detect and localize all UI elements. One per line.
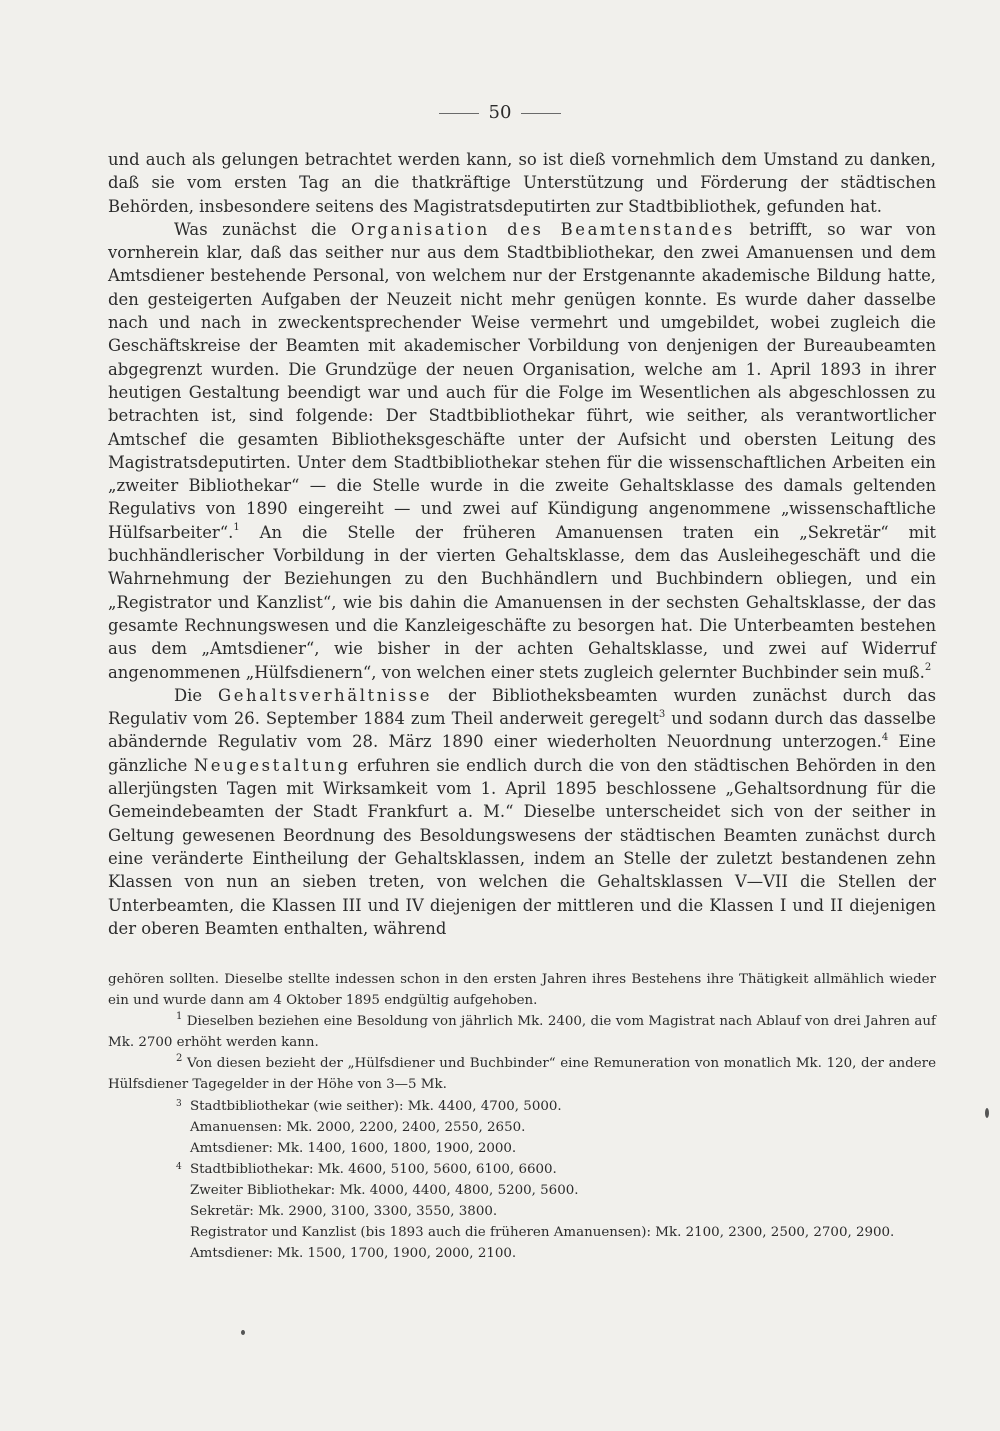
emphasis-spaced: Neugestaltung <box>193 755 351 775</box>
footnote-text: Dieselben beziehen eine Besoldung von jährlich Mk. 2400, die vom Magistrat nach Ablauf von drei Jahren auf Mk. 2700 erhöht werden kann. <box>108 1014 936 1051</box>
footnote-ref: 4 <box>881 731 889 743</box>
emphasis-spaced: Organisation des Beamtenstandes <box>350 219 735 239</box>
footnote-line: Amanuensen: Mk. 2000, 2200, 2400, 2550, 2650. <box>190 1119 526 1135</box>
footnote-2 <box>108 1053 936 1095</box>
footnote-line: Registrator und Kanzlist (bis 1893 auch die früheren Amanuensen): Mk. 2100, 2300, 2500, 2700, 2900. <box>190 1225 895 1241</box>
footnote-3 <box>108 1096 936 1159</box>
footnote-line: 4 Stadtbibliothekar: Mk. 4600, 5100, 5600, 6100, 6600. <box>190 1159 936 1180</box>
footnote-1 <box>108 1011 936 1053</box>
footnote-ref: 2 <box>924 662 932 674</box>
text-run: An die Stelle der früheren Amanuensen traten ein „Sekretär“ mit buchhändlerischer Vorbildung in der vierten Gehaltsklasse, dem das Ausleihegeschäft und die Wahrnehmung der Beziehungen zu den Buchhändlern und Buchbindern obliegen, und ein „Registrator und Kanzlist“, wie bis dahin die Amanuensen in der sechsten Gehaltsklasse, der das gesamte Rechnungswesen und die Kanzleigeschäfte zu besorgen hat. Die Unterbeamten bestehen aus dem „Amtsdiener“, wie bisher in der achten Gehaltsklasse, und zwei auf Widerruf angenommenen „Hülfsdienern“, von welchen einer stets zugleich gelernter Buchbinder sein muß. <box>108 522 936 682</box>
footnote-line: Amtsdiener: Mk. 1400, 1600, 1800, 1900, 2000. <box>190 1140 517 1156</box>
paragraph <box>108 218 936 684</box>
page-number <box>0 101 1000 125</box>
text-run: und sodann durch das dasselbe abändernde Regulativ vom 28. März 1890 einer wiederholten Neuordnung unterzogen. <box>108 709 937 752</box>
dash-right <box>521 113 561 114</box>
footnote-line: Zweiter Bibliothekar: Mk. 4000, 4400, 4800, 5200, 5600. <box>190 1182 579 1198</box>
text-run: Eine gänzliche <box>108 732 936 775</box>
footnote-continuation: gehören sollten. Dieselbe stellte indessen schon in den ersten Jahren ihres Bestehens ihre Thätigkeit allmählich wieder ein und wurde dann am 4 Oktober 1895 endgültig aufgehoben. <box>108 972 936 1009</box>
footnotes <box>108 969 936 1264</box>
footnote-4 <box>108 1159 936 1264</box>
ink-speck <box>241 1330 245 1335</box>
emphasis-spaced: Gehaltsverhältnisse <box>218 685 433 705</box>
footnote-mark: 4 <box>176 1161 182 1172</box>
footnote-ref: 3 <box>658 708 666 720</box>
footnote-ref: 1 <box>233 522 240 534</box>
footnote-text: Von diesen bezieht der „Hülfsdiener und Buchbinder“ eine Remuneration von monatlich Mk. 120, der andere Hülfsdiener Tagegelder in der Höhe von 3—5 Mk. <box>108 1056 936 1093</box>
dash-left <box>439 113 479 114</box>
page-number-value: 50 <box>488 102 512 123</box>
main-text <box>108 148 936 940</box>
text-run: und auch als gelungen betrachtet werden kann, so ist dieß vornehmlich dem Umstand zu danken, daß sie vom ersten Tag an die thatkräftige Unterstützung und Förderung der städtischen Behörden, insbesondere seitens des Magistratsdeputirten zur Stadtbibliothek, gefunden hat. <box>108 150 936 216</box>
text-run: Die <box>174 685 219 705</box>
paragraph <box>108 684 936 940</box>
text-run: erfuhren sie endlich durch die von den städtischen Behörden in den allerjüngsten Tagen mit Wirksamkeit vom 1. April 1895 beschlossene „Gehaltsordnung für die Gemeindebeamten der Stadt Frankfurt a. M.“ Dieselbe unterscheidet sich von der seither in Geltung gewesenen Beordnung des Besoldungswesens der städtischen Beamten zunächst durch eine veränderte Eintheilung der Gehaltsklassen, indem an Stelle der zuletzt bestandenen zehn Klassen von nun an sieben treten, von welchen die Gehaltsklassen V—VII die Stellen der Unterbeamten, die Klassen III und IV diejenigen der mittleren und die Klassen I und II diejenigen der oberen Beamten enthalten, während <box>108 755 936 938</box>
footnote-mark: 2 <box>176 1052 183 1064</box>
footnote-mark: 3 <box>176 1098 182 1109</box>
text-run: betrifft, so war von vornherein klar, daß das seither nur aus dem Stadtbibliothekar, den zwei Amanuensen und dem Amtsdiener bestehende Personal, von welchem nur der Erstgenannte akademische Bildung hatte, den gesteigerten Aufgaben der Neuzeit nicht mehr genügen konnte. Es wurde daher dasselbe nach und nach in zweckentsprechender Weise vermehrt und umgebildet, wobei zugleich die Geschäftskreise der Beamten mit akademischer Vorbildung von denjenigen der Bureaubeamten abgegrenzt wurden. Die Grundzüge der neuen Organisation, welche am 1. April 1893 in ihrer heutigen Gestaltung beendigt war und auch für die Folge im Wesentlichen als abgeschlossen zu betrachten ist, sind folgende: Der Stadtbibliothekar führt, wie seither, als verantwortlicher Amtschef die gesamten Bibliotheksgeschäfte unter der Aufsicht und obersten Leitung des Magistratsdeputirten. Unter dem Stadtbibliothekar stehen für die wissenschaftlichen Arbeiten ein „zweiter Bibliothekar“ — die Stelle wurde in die zweite Gehaltsklasse des damals geltenden Regulativs von 1890 eingereiht — und zwei auf Kündigung angenommene „wissenschaftliche Hülfsarbeiter“. <box>108 219 936 542</box>
footnote-line: 3 Stadtbibliothekar (wie seither): Mk. 4400, 4700, 5000. <box>190 1096 936 1117</box>
ink-speck <box>985 1108 989 1118</box>
paragraph <box>108 148 936 218</box>
footnote-line: Amtsdiener: Mk. 1500, 1700, 1900, 2000, 2100. <box>190 1246 517 1262</box>
text-run: der Bibliotheksbeamten wurden zunächst durch das Regulativ vom 26. September 1884 zum Theil anderweit geregelt <box>108 685 936 729</box>
text-run: Was zunächst die <box>174 219 351 239</box>
footnote-line: Sekretär: Mk. 2900, 3100, 3300, 3550, 3800. <box>190 1204 498 1220</box>
footnote-mark: 1 <box>176 1010 183 1022</box>
